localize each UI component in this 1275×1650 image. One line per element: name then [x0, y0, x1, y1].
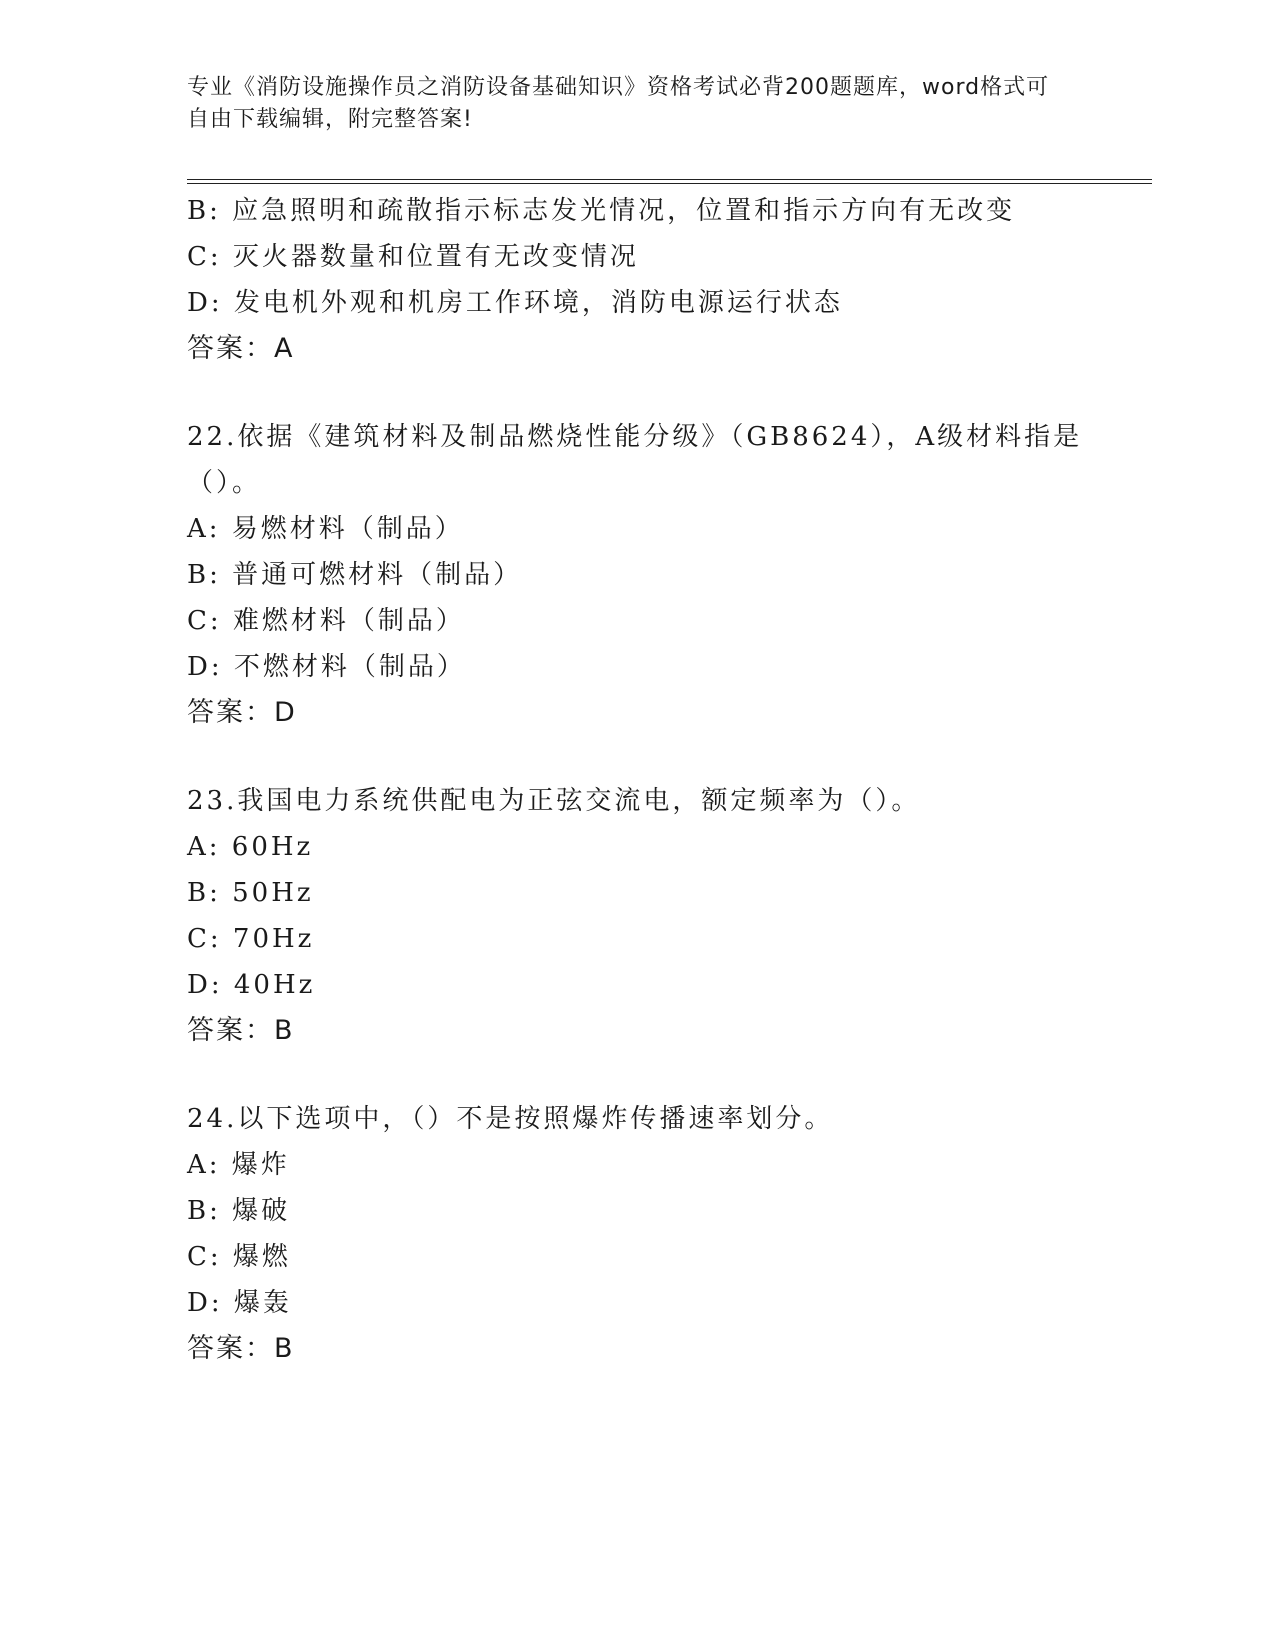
- option-d: D: 爆轰: [187, 1288, 292, 1318]
- option-c: C: 70Hz: [187, 924, 315, 954]
- option-c: C: 难燃材料（制品）: [187, 606, 465, 636]
- option-c: C: 灭火器数量和位置有无改变情况: [187, 242, 639, 272]
- option-b: B: 50Hz: [187, 878, 314, 908]
- option-a: A: 爆炸: [187, 1150, 290, 1180]
- answer-line: 答案：B: [187, 1333, 295, 1364]
- question-stem: 24.以下选项中，（）不是按照爆炸传播速率划分。: [187, 1104, 834, 1134]
- question-23: [187, 778, 1147, 1054]
- header-divider-bottom: [187, 183, 1152, 184]
- option-b: B: 爆破: [187, 1196, 291, 1226]
- option-c: C: 爆燃: [187, 1242, 291, 1272]
- option-b: B: 普通可燃材料（制品）: [187, 560, 523, 590]
- question-stem: 23.我国电力系统供配电为正弦交流电，额定频率为（）。: [187, 786, 921, 816]
- option-d: D: 发电机外观和机房工作环境，消防电源运行状态: [187, 288, 843, 318]
- header-divider-top: [187, 179, 1152, 180]
- answer-line: 答案：A: [187, 333, 295, 364]
- answer-line: 答案：B: [187, 1015, 295, 1046]
- option-a: A: 60Hz: [187, 832, 314, 862]
- option-b: B: 应急照明和疏散指示标志发光情况，位置和指示方向有无改变: [187, 196, 1016, 226]
- question-21-continued: [187, 188, 1147, 372]
- document-header: 专业《消防设施操作员之消防设备基础知识》资格考试必背200题题库，word格式可自由下载编辑，附完整答案!: [187, 75, 1050, 132]
- answer-line: 答案：D: [187, 697, 297, 728]
- question-stem: 22.依据《建筑材料及制品燃烧性能分级》（GB8624），A级材料指是（）。: [187, 422, 1083, 498]
- question-22: [187, 414, 1147, 736]
- option-d: D: 不燃材料（制品）: [187, 652, 466, 682]
- question-24: [187, 1096, 1147, 1372]
- option-a: A: 易燃材料（制品）: [187, 514, 464, 544]
- question-list: [187, 188, 1147, 1372]
- option-d: D: 40Hz: [187, 970, 316, 1000]
